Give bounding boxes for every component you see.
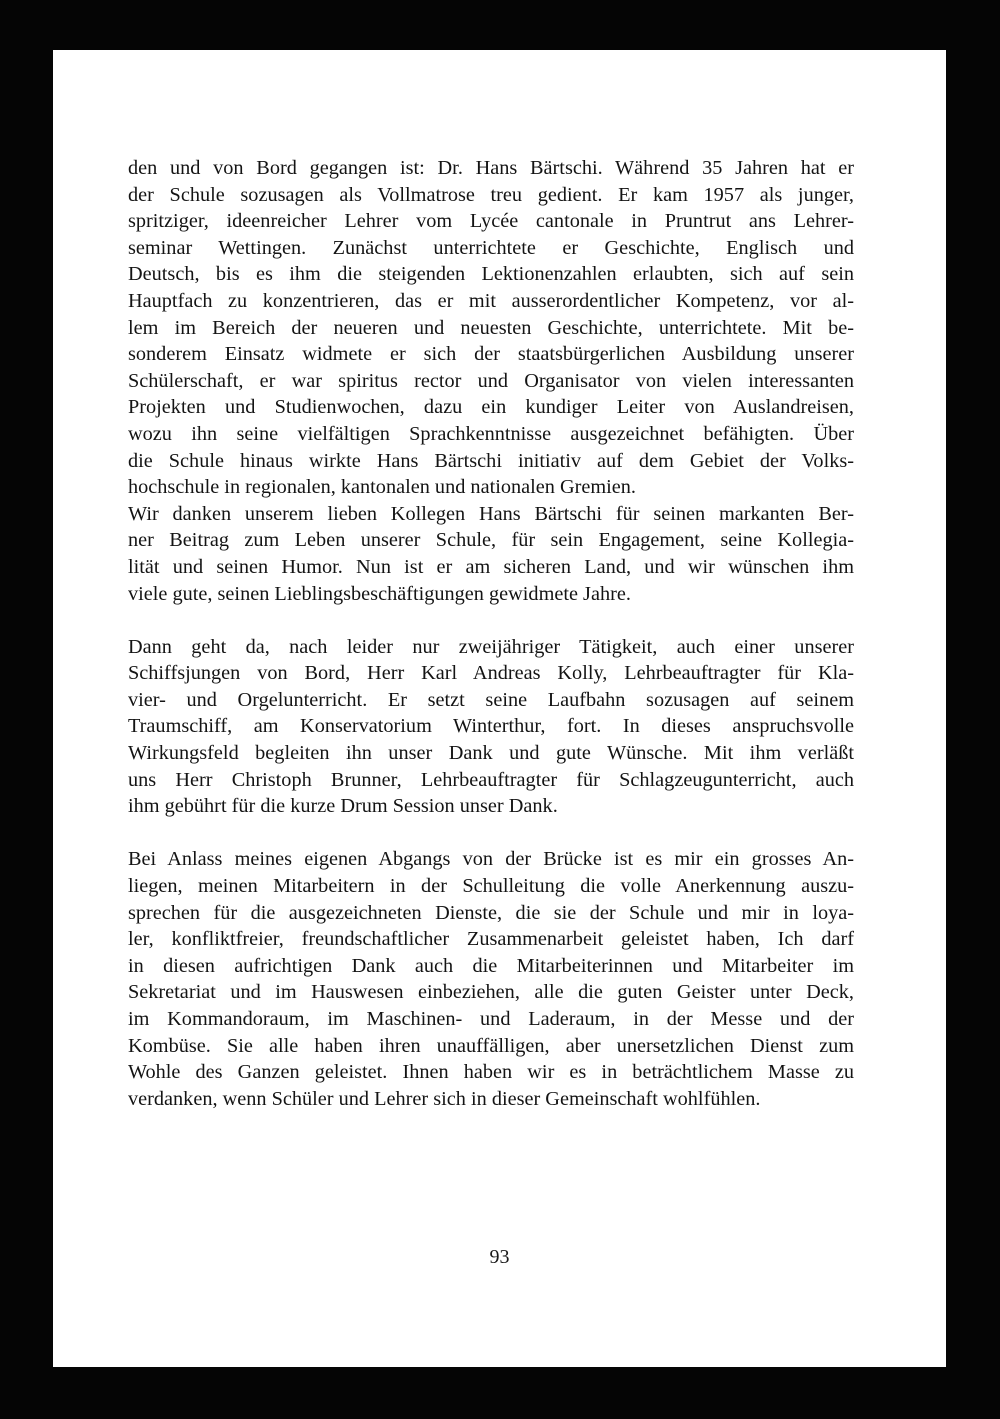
text-line: Projekten und Studienwochen, dazu ein kundiger Leiter von Auslandreisen, <box>128 396 854 419</box>
text-line: Dann geht da, nach leider nur zweijähriger Tätigkeit, auch einer unserer <box>128 635 854 658</box>
text-line: uns Herr Christoph Brunner, Lehrbeauftragter für Schlagzeugunterricht, auch <box>128 768 854 791</box>
text-line: Bei Anlass meines eigenen Abgangs von der Brücke ist es mir ein grosses An- <box>128 848 854 871</box>
text-line: liegen, meinen Mitarbeitern in der Schulleitung die volle Anerkennung auszu- <box>128 875 854 898</box>
text-line: Kombüse. Sie alle haben ihren unauffälligen, aber unersetzlichen Dienst zum <box>128 1034 854 1057</box>
text-line: hochschule in regionalen, kantonalen und nationalen Gremien. <box>128 476 636 499</box>
page-number: 93 <box>489 1246 510 1268</box>
text-line: sprechen für die ausgezeichneten Dienste, die sie der Schule und mir in loya- <box>128 901 854 924</box>
text-line: Wohle des Ganzen geleistet. Ihnen haben wir es in beträchtlichem Masse zu <box>128 1061 854 1084</box>
paragraph-baertschi <box>128 155 854 501</box>
body-text <box>128 155 854 1112</box>
text-line: seminar Wettingen. Zunächst unterrichtete er Geschichte, Englisch und <box>128 236 854 259</box>
text-line: lität und seinen Humor. Nun ist er am sicheren Land, und wir wünschen ihm <box>128 555 854 578</box>
text-line: Schülerschaft, er war spiritus rector und Organisator von vielen interessanten <box>128 369 854 392</box>
text-line: die Schule hinaus wirkte Hans Bärtschi initiativ auf dem Gebiet der Volks- <box>128 449 854 472</box>
paragraph-farewell <box>128 846 854 1112</box>
document-page <box>53 50 946 1367</box>
paragraph-thanks-baertschi <box>128 501 854 607</box>
text-line: Wir danken unserem lieben Kollegen Hans Bärtschi für seinen markanten Ber- <box>128 502 854 525</box>
text-line: ler, konfliktfreier, freundschaftlicher Zusammenarbeit geleistet haben, Ich darf <box>128 928 854 951</box>
text-line: ner Beitrag zum Leben unserer Schule, für sein Engagement, seine Kollegia- <box>128 529 854 552</box>
text-line: Deutsch, bis es ihm die steigenden Lektionenzahlen erlaubten, sich auf sein <box>128 263 854 286</box>
text-line: den und von Bord gegangen ist: Dr. Hans Bärtschi. Während 35 Jahren hat er <box>128 157 854 179</box>
text-line: Sekretariat und im Hauswesen einbeziehen, alle die guten Geister unter Deck, <box>128 981 854 1004</box>
text-line: Hauptfach zu konzentrieren, das er mit ausserordentlicher Kompetenz, vor al- <box>128 289 854 312</box>
text-line: im Kommandoraum, im Maschinen- und Laderaum, in der Messe und der <box>128 1008 854 1030</box>
text-line: Wirkungsfeld begleiten ihn unser Dank und gute Wünsche. Mit ihm verläßt <box>128 742 854 765</box>
text-line: verdanken, wenn Schüler und Lehrer sich in dieser Gemeinschaft wohlfühlen. <box>128 1087 761 1110</box>
paragraph-spacer <box>128 607 854 634</box>
text-line: spritziger, ideenreicher Lehrer vom Lycée cantonale in Pruntrut ans Lehrer- <box>128 210 854 233</box>
text-line: der Schule sozusagen als Vollmatrose treu gedient. Er kam 1957 als junger, <box>128 183 854 206</box>
text-line: sonderem Einsatz widmete er sich der staatsbürgerlichen Ausbildung unserer <box>128 343 854 366</box>
text-line: viele gute, seinen Lieblingsbeschäftigungen gewidmete Jahre. <box>128 582 631 605</box>
text-line: Schiffsjungen von Bord, Herr Karl Andreas Kolly, Lehrbeauftragter für Kla- <box>128 662 854 685</box>
text-line: ihm gebührt für die kurze Drum Session unser Dank. <box>128 795 558 818</box>
paragraph-kolly-brunner <box>128 634 854 820</box>
text-line: lem im Bereich der neueren und neuesten Geschichte, unterrichtete. Mit be- <box>128 316 854 339</box>
text-line: in diesen aufrichtigen Dank auch die Mitarbeiterinnen und Mitarbeiter im <box>128 954 854 977</box>
text-line: wozu ihn seine vielfältigen Sprachkenntnisse ausgezeichnet befähigten. Über <box>128 422 854 445</box>
text-line: Traumschiff, am Konservatorium Winterthur, fort. In dieses anspruchsvolle <box>128 715 854 738</box>
paragraph-spacer <box>128 820 854 847</box>
text-line: vier- und Orgelunterricht. Er setzt seine Laufbahn sozusagen auf seinem <box>128 688 854 711</box>
